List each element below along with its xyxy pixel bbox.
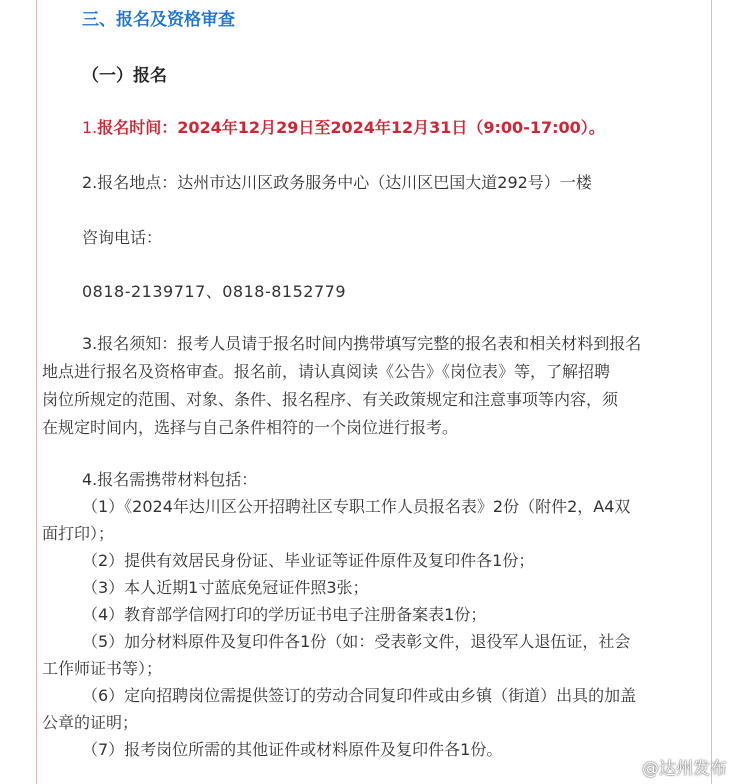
section-heading: 三、报名及资格审查 (82, 10, 235, 30)
material-line: （5）加分材料原件及复印件各1份（如：受表彰文件，退役军人退伍证，社会 (82, 632, 631, 651)
item-3-line-1: 3.报名须知：报考人员请于报名时间内携带填写完整的报名表和相关材料到报名 (82, 334, 642, 353)
item-4-intro: 4.报名需携带材料包括： (82, 470, 258, 489)
item-1 (82, 118, 605, 138)
registration-time: 报名时间：2024年12月29日至2024年12月31日（9:00-17:00）。 (97, 118, 605, 137)
material-line: （3）本人近期1寸蓝底免冠证件照3张； (82, 578, 369, 597)
subsection-heading: （一）报名 (82, 66, 167, 86)
watermark-text: @达州发布 (642, 758, 727, 779)
item-1-prefix: 1. (82, 118, 98, 137)
weibo-icon (614, 756, 638, 776)
right-border-line (711, 0, 712, 784)
material-line: （4）教育部学信网打印的学历证书电子注册备案表1份； (82, 605, 487, 624)
item-3-line-4: 在规定时间内，选择与自己条件相符的一个岗位进行报考。 (42, 418, 459, 437)
material-line: （7）报考岗位所需的其他证件或材料原件及复印件各1份。 (82, 740, 503, 759)
weibo-watermark (614, 753, 727, 779)
left-border-line (36, 0, 37, 784)
material-line: 面打印）； (42, 524, 115, 543)
material-line: 公章的证明； (42, 713, 139, 732)
material-line: （6）定向招聘岗位需提供签订的劳动合同复印件或由乡镇（街道）出具的加盖 (82, 686, 637, 705)
phone-label: 咨询电话： (82, 228, 163, 247)
material-line: （2）提供有效居民身份证、毕业证等证件原件及复印件各1份； (82, 551, 535, 570)
item-3-line-2: 地点进行报名及资格审查。报名前，请认真阅读《公告》《岗位表》等，了解招聘 (42, 362, 611, 381)
material-line: （1）《2024年达川区公开招聘社区专职工作人员报名表》2份（附件2，A4双 (82, 497, 631, 516)
material-line: 工作师证书等）； (42, 659, 163, 678)
item-3-line-3: 岗位所规定的范围、对象、条件、报名程序、有关政策规定和注意事项等内容，须 (42, 390, 619, 409)
item-2-location: 2.报名地点：达州市达川区政务服务中心（达川区巴国大道292号）一楼 (82, 173, 592, 192)
phone-numbers: 0818-2139717、0818-8152779 (82, 282, 347, 301)
